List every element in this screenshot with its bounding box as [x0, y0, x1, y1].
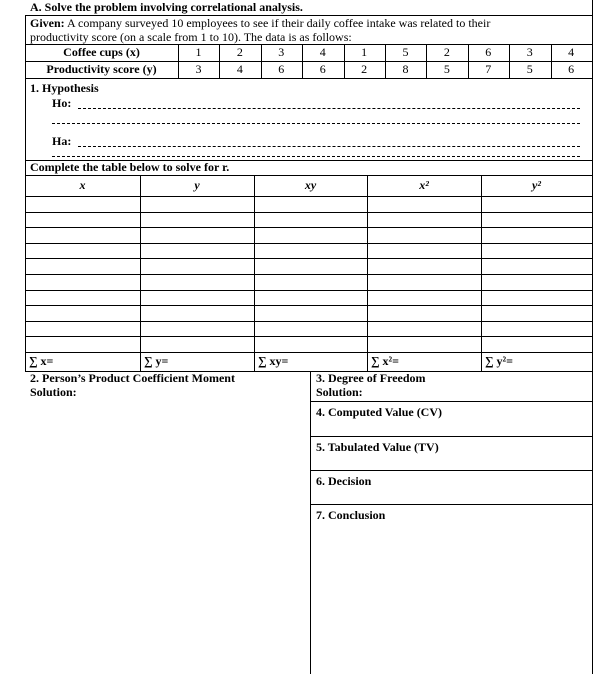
table-input-cell[interactable]: [255, 275, 366, 289]
table-input-cell[interactable]: [255, 337, 366, 351]
section-title: A. Solve the problem involving correlational analysis.: [30, 0, 303, 14]
table-input-cell[interactable]: [26, 291, 139, 305]
table-input-cell[interactable]: [141, 291, 253, 305]
table-input-cell[interactable]: [368, 291, 480, 305]
table-input-cell[interactable]: [482, 228, 591, 242]
table-input-cell[interactable]: [26, 306, 139, 320]
table-input-cell[interactable]: [482, 197, 591, 211]
table-input-cell[interactable]: [26, 322, 139, 336]
sum-label: ∑ y²=: [485, 354, 513, 368]
column-header: y: [194, 178, 200, 192]
column-header: y²: [532, 178, 541, 192]
step-4-title: 4. Computed Value (CV): [316, 405, 443, 419]
table-input-cell[interactable]: [482, 306, 591, 320]
y-value: 4: [236, 62, 243, 76]
y-value: 3: [195, 62, 202, 76]
table-input-cell[interactable]: [26, 259, 139, 273]
sum-label: ∑ x=: [29, 354, 54, 368]
table-input-cell[interactable]: [255, 259, 366, 273]
table-input-cell[interactable]: [141, 322, 253, 336]
column-header: x²: [419, 178, 429, 192]
sum-label: ∑ x²=: [371, 354, 399, 368]
table-input-cell[interactable]: [368, 275, 480, 289]
table-input-cell[interactable]: [482, 291, 591, 305]
table-input-cell[interactable]: [26, 213, 139, 227]
step-3-title: 3. Degree of Freedom: [316, 371, 426, 385]
row-line: [25, 352, 592, 353]
table-input-cell[interactable]: [255, 244, 366, 258]
row-line: [25, 78, 592, 79]
ho-answer-line[interactable]: [78, 108, 580, 109]
step-7-title: 7. Conclusion: [316, 508, 386, 522]
table-input-cell[interactable]: [26, 244, 139, 258]
step-5-title: 5. Tabulated Value (TV): [316, 440, 439, 454]
table-input-cell[interactable]: [141, 337, 253, 351]
divider: [310, 436, 592, 437]
ha-answer-line-2[interactable]: [52, 156, 580, 157]
y-value: 2: [361, 62, 368, 76]
table-input-cell[interactable]: [141, 259, 253, 273]
table-input-cell[interactable]: [482, 322, 591, 336]
table-input-cell[interactable]: [141, 197, 253, 211]
table-input-cell[interactable]: [141, 228, 253, 242]
sum-label: ∑ xy=: [258, 354, 289, 368]
table-input-cell[interactable]: [255, 213, 366, 227]
table-input-cell[interactable]: [255, 197, 366, 211]
table-instruction: Complete the table below to solve for r.: [30, 160, 230, 174]
y-value: 5: [443, 62, 450, 76]
step-3-solution-label: Solution:: [316, 385, 363, 399]
column-header: x: [79, 178, 86, 192]
y-value: 5: [526, 62, 533, 76]
hypothesis-title: 1. Hypothesis: [30, 81, 99, 95]
table-input-cell[interactable]: [255, 291, 366, 305]
y-value: 8: [402, 62, 409, 76]
x-value: 1: [195, 45, 202, 59]
x-value: 5: [402, 45, 409, 59]
x-value: 3: [278, 45, 285, 59]
table-input-cell[interactable]: [368, 197, 480, 211]
x-value: 4: [568, 45, 575, 59]
given-label: Given:: [30, 16, 65, 30]
table-input-cell[interactable]: [482, 275, 591, 289]
given-paragraph: [30, 16, 550, 44]
table-input-cell[interactable]: [255, 322, 366, 336]
given-text: A company surveyed 10 employees to see if their daily coffee intake was related to their productivity score (on a scale from 1 to 10). The data is as follows:: [30, 16, 491, 44]
x-value: 4: [319, 45, 326, 59]
table-input-cell[interactable]: [141, 306, 253, 320]
table-input-cell[interactable]: [368, 228, 480, 242]
x-value: 3: [526, 45, 533, 59]
table-input-cell[interactable]: [255, 228, 366, 242]
y-value: 6: [278, 62, 285, 76]
divider: [310, 504, 592, 505]
divider: [310, 401, 592, 402]
table-input-cell[interactable]: [482, 337, 591, 351]
row-line: [25, 175, 592, 176]
ha-label: Ha:: [52, 134, 72, 148]
table-input-cell[interactable]: [368, 337, 480, 351]
ho-answer-line-2[interactable]: [52, 123, 580, 124]
x-value: 1: [361, 45, 368, 59]
step-2-solution-label: Solution:: [30, 385, 77, 399]
ho-label: Ho:: [52, 96, 72, 110]
table-input-cell[interactable]: [26, 337, 139, 351]
table-input-cell[interactable]: [141, 213, 253, 227]
table-input-cell[interactable]: [368, 259, 480, 273]
table-input-cell[interactable]: [368, 213, 480, 227]
table-input-cell[interactable]: [482, 244, 591, 258]
column-divider: [310, 371, 311, 674]
table-input-cell[interactable]: [26, 197, 139, 211]
table-input-cell[interactable]: [368, 322, 480, 336]
table-input-cell[interactable]: [482, 259, 591, 273]
y-label: Productivity score (y): [46, 62, 157, 76]
table-input-cell[interactable]: [368, 306, 480, 320]
sum-label: ∑ y=: [144, 354, 169, 368]
ha-answer-line[interactable]: [78, 146, 580, 147]
table-input-cell[interactable]: [141, 244, 253, 258]
y-value: 6: [319, 62, 326, 76]
x-label: Coffee cups (x): [63, 45, 140, 59]
column-header: xy: [304, 178, 317, 192]
divider: [310, 470, 592, 471]
table-input-cell[interactable]: [26, 275, 139, 289]
right-border: [592, 0, 593, 674]
table-input-cell[interactable]: [141, 275, 253, 289]
step-6-title: 6. Decision: [316, 474, 372, 488]
table-input-cell[interactable]: [255, 306, 366, 320]
table-input-cell[interactable]: [26, 228, 139, 242]
y-value: 6: [568, 62, 575, 76]
table-input-cell[interactable]: [368, 244, 480, 258]
step-2-title: 2. Person’s Product Coefficient Moment: [30, 371, 235, 385]
y-value: 7: [485, 62, 492, 76]
x-value: 2: [236, 45, 243, 59]
x-value: 2: [443, 45, 450, 59]
table-input-cell[interactable]: [482, 213, 591, 227]
x-value: 6: [485, 45, 492, 59]
